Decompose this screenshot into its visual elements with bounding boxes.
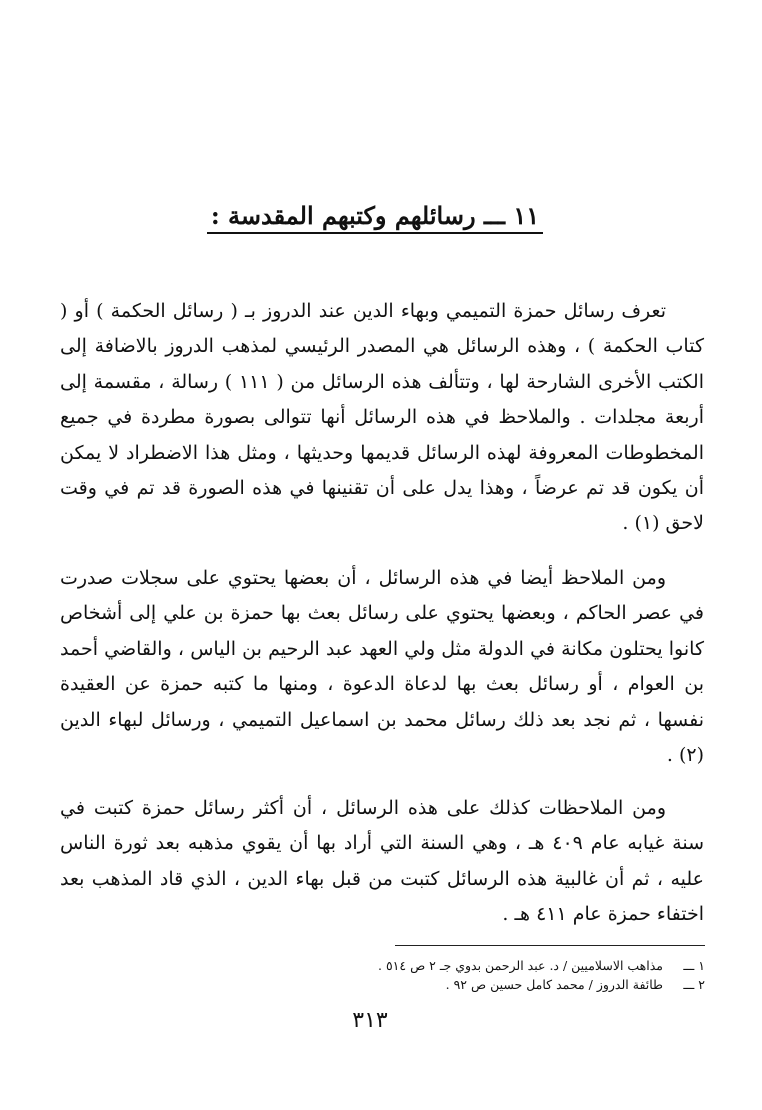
- section-heading-text: ١١ ـــ رسائلهم وكتبهم المقدسة :: [207, 201, 543, 234]
- footnote-2-text: طائفة الدروز / محمد كامل حسين ص ٩٢ .: [445, 977, 664, 992]
- paragraph-2-text: ومن الملاحظ أيضا في هذه الرسائل ، أن بعضها يحتوي على سجلات صدرت في عصر الحاكم ، وبعضها يحتوي على رسائل بعث بها حمزة بن علي إلى أشخاص كانوا يحتلون مكانة في الدولة مثل ولي العهد عبد الرحيم بن الياس ، والقاضي أحمد بن العوام ، أو رسائل بعث بها لدعاة الدعوة ، ومنها ما كتبه حمزة عن العقيدة نفسها ، ثم نجد بعد ذلك رسائل محمد بن اسماعيل التميمي ، ورسائل لبهاء الدين (٢) .: [60, 567, 704, 767]
- footnote-2-number: ٢ ـــ: [683, 977, 705, 992]
- footnote-2: [240, 975, 705, 994]
- section-heading: [160, 196, 590, 236]
- paragraph-3-text: ومن الملاحظات كذلك على هذه الرسائل ، أن أكثر رسائل حمزة كتبت في سنة غيابه عام ٤٠٩ هـ ، وهي السنة التي أراد بها أن يقوي مذهبه بعد ثورة الناس عليه ، ثم أن غالبية هذه الرسائل كتبت من قبل بهاء الدين ، الذي قاد المذهب بعد اختفاء حمزة عام ٤١١ هـ .: [60, 797, 704, 926]
- footnote-1-text: مذاهب الاسلاميين / د. عبد الرحمن بدوي جـ ٢ ص ٥١٤ .: [378, 958, 664, 973]
- paragraph-1-text: تعرف رسائل حمزة التميمي وبهاء الدين عند الدروز بـ ( رسائل الحكمة ) أو ( كتاب الحكمة ) ، وهذه الرسائل هي المصدر الرئيسي لمذهب الدروز بالاضافة إلى الكتب الأخرى الشارحة لها ، وتتألف هذه الرسائل من ( ١١١ ) رسالة ، مقسمة إلى أربعة مجلدات . والملاحظ في هذه الرسائل أنها تتوالى بصورة مطردة في جميع المخطوطات المعروفة لهذه الرسائل قديمها وحديثها ، ومثل هذا الاضطراد لا يمكن أن يكون قد تم عرضاً ، وهذا يدل على أن تقنينها في هذه الصورة قد تم في وقت لاحق (١) .: [60, 300, 705, 535]
- footnote-1: [240, 956, 705, 975]
- page-number: ٣١٣: [352, 1008, 388, 1033]
- footnote-divider: [395, 945, 705, 946]
- paragraph-1: [60, 294, 704, 542]
- footnote-1-number: ١ ـــ: [683, 958, 705, 973]
- footnotes: [240, 956, 705, 994]
- paragraph-2: [60, 561, 704, 773]
- paragraph-3: [60, 791, 704, 933]
